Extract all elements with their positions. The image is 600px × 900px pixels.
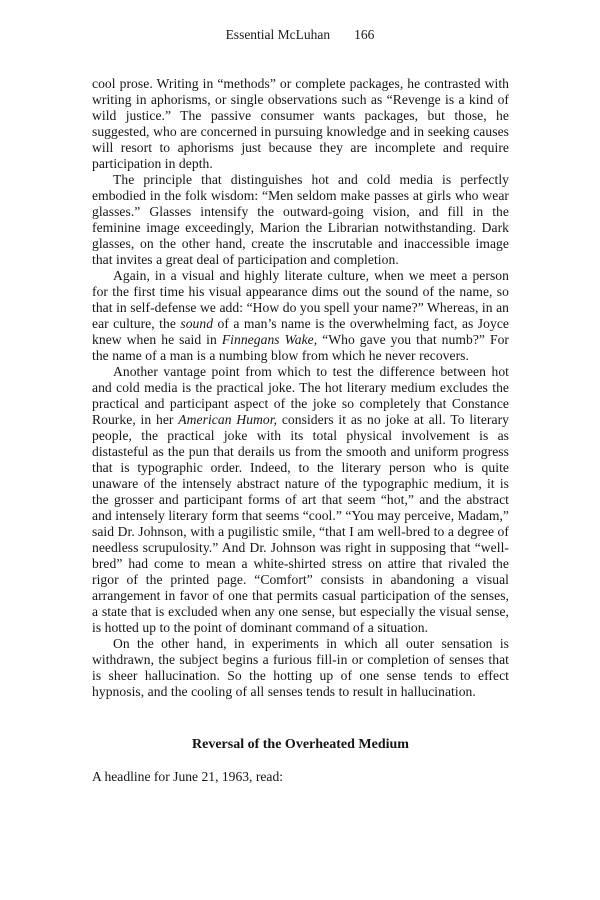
- body-paragraph: Another vantage point from which to test the difference between hot and cold media is the practical joke. The hot literary medium excludes the practical and participant aspect of the joke so completely that Constance Rourke, in her American Humor, considers it as no joke at all. To literary people, the practical joke with its total physical involvement is as distasteful as the pun that derails us from the smooth and uniform progress that is typographic order. Indeed, to the literary person who is quite unaware of the intensely abstract nature of the typographic medium, it is the grosser and participant forms of art that seem “hot,” and the abstract and intensely literary form that seems “cool.” “You may perceive, Madam,” said Dr. Johnson, with a pugilistic smile, “that I am well-bred to a degree of needless scrupulosity.” And Dr. Johnson was right in supposing that “well-bred” had come to mean a white-shirted stress on attire that rivaled the rigor of the printed page. “Comfort” consists in abandoning a visual arrangement in favor of one that permits casual participation of the senses, a state that is excluded when any one sense, but especially the visual sense, is hotted up to the point of dominant command of a situation.: [92, 364, 510, 635]
- headline-intro: A headline for June 21, 1963, read:: [92, 769, 284, 784]
- section-heading: Reversal of the Overheated Medium: [192, 737, 409, 752]
- book-title: Essential McLuhan: [225, 27, 331, 42]
- body-paragraph: cool prose. Writing in “methods” or complete packages, he contrasted with writing in aphorisms, or single observations such as “Revenge is a kind of wild justice.” The passive consumer wants packages, but those, he suggested, who are concerned in pursuing knowledge and in seeking causes will resort to aphorisms just because they are incomplete and require participation in depth.: [92, 76, 509, 171]
- running-header: [0, 0, 600, 42]
- body-paragraph: Again, in a visual and highly literate culture, when we meet a person for the first time his visual appearance dims out the sound of the name, so that in self-defense we add: “How do you spell your name?” Whereas, in an ear culture, the sound of a man’s name is the overwhelming fact, as Joyce knew when he said in Finnegans Wake, “Who gave you that numb?” For the name of a man is a numbing blow from which he never recovers.: [92, 268, 510, 363]
- body-text: [92, 76, 509, 700]
- page-number: 166: [354, 27, 375, 42]
- body-paragraph: On the other hand, in experiments in which all outer sensation is withdrawn, the subject begins a furious fill-in or completion of senses that is sheer hallucination. So the hotting up of one sense tends to effect hypnosis, and the cooling of all senses tends to result in hallucination.: [92, 636, 509, 699]
- body-paragraph: The principle that distinguishes hot and cold media is perfectly embodied in the folk wisdom: “Men seldom make passes at girls who wear glasses.” Glasses intensify the outward-going vision, and fill in the feminine image exceedingly, Marion the Librarian notwithstanding. Dark glasses, on the other hand, create the inscrutable and inaccessible image that invites a great deal of participation and completion.: [92, 172, 509, 267]
